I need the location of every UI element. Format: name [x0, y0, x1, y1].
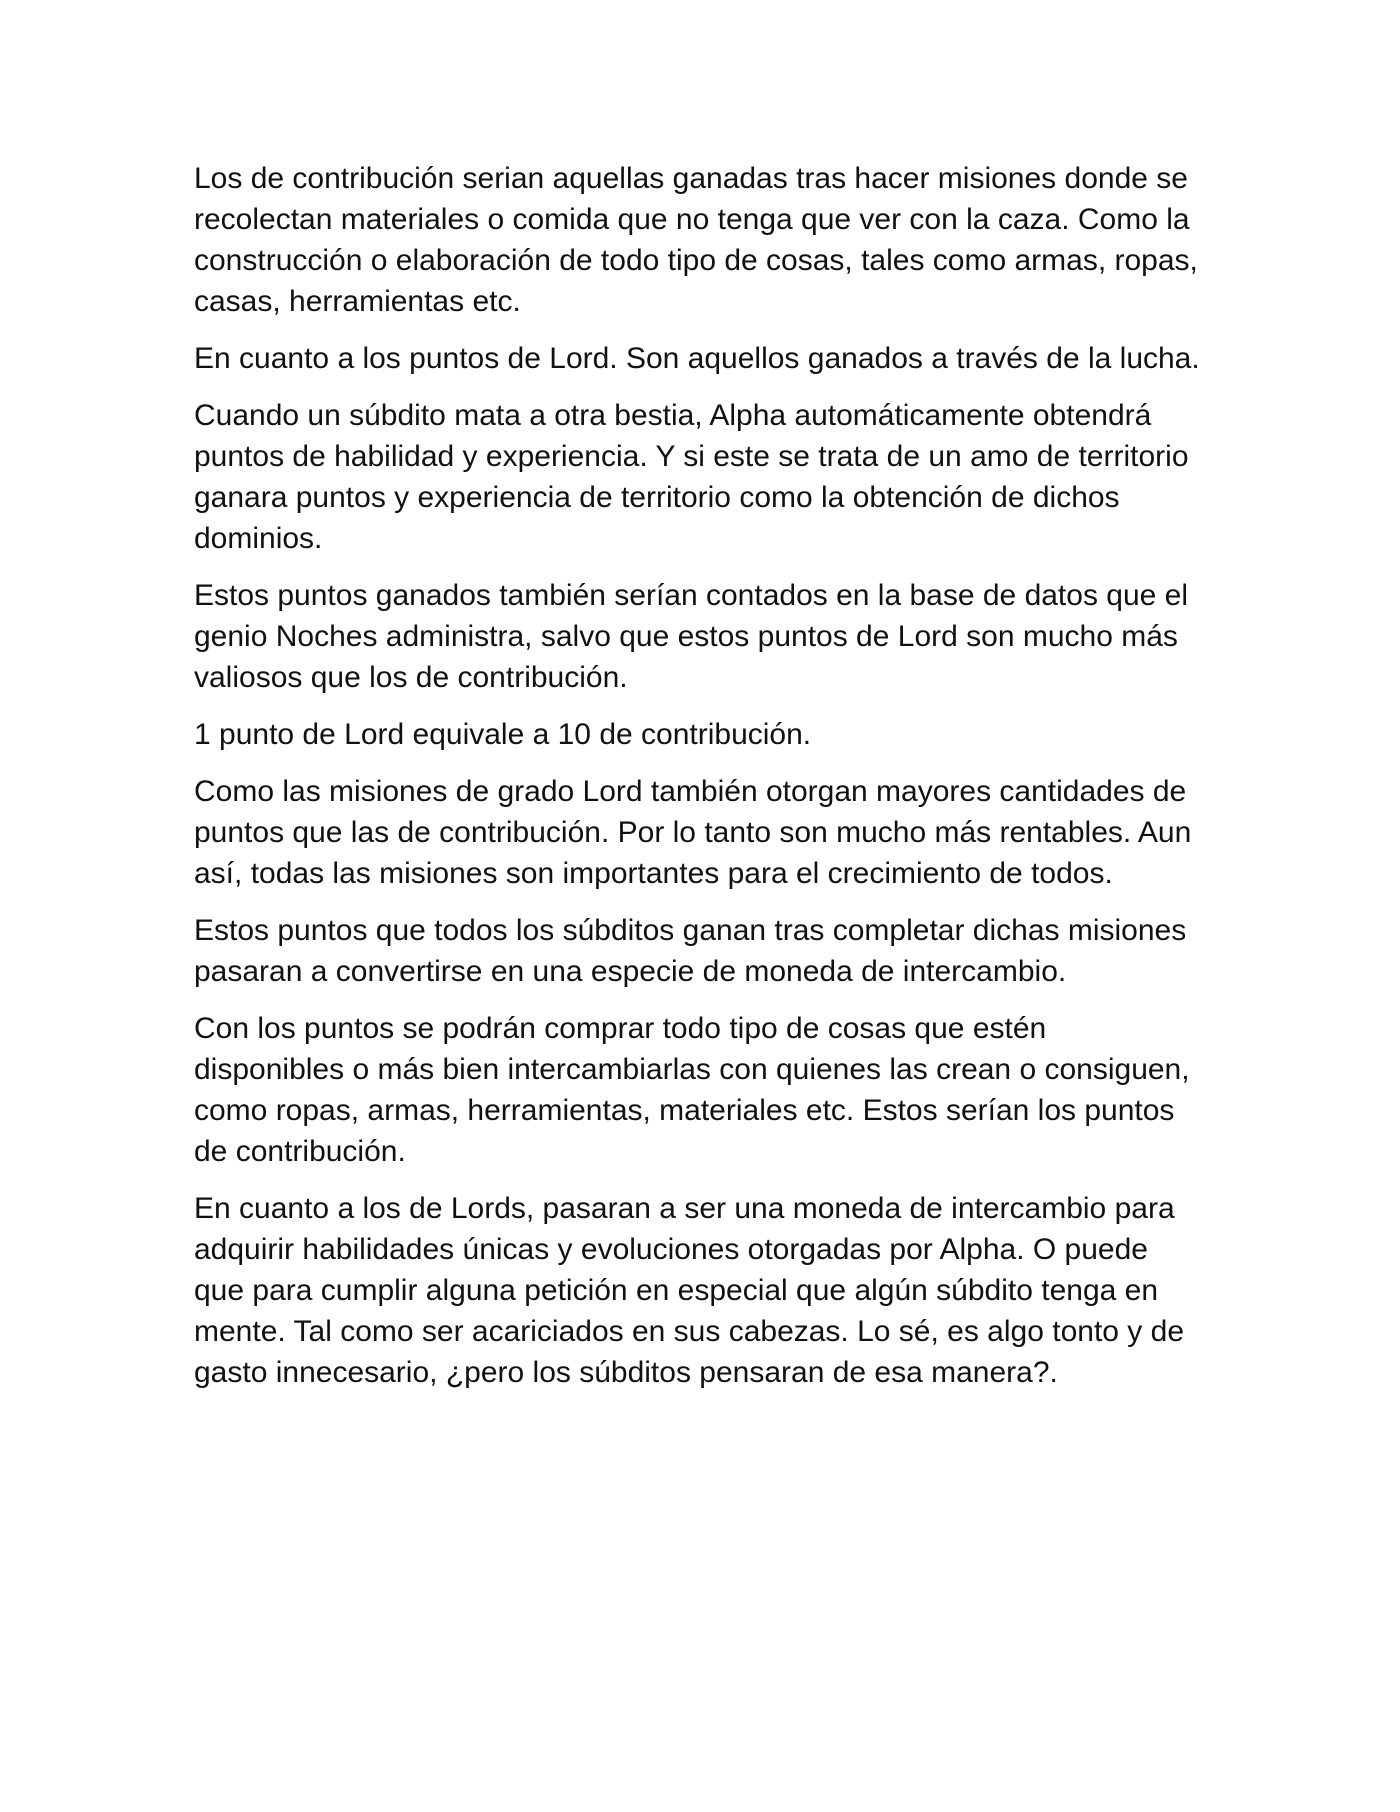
- document-body: [194, 158, 1204, 1409]
- paragraph: Con los puntos se podrán comprar todo tipo de cosas que estén disponibles o más bien intercambiarlas con quienes las crean o consiguen, como ropas, armas, herramientas, materiales etc. Estos serían los puntos de contribución.: [194, 1012, 1190, 1168]
- paragraph: Estos puntos que todos los súbditos ganan tras completar dichas misiones pasaran a convertirse en una especie de moneda de intercambio.: [194, 914, 1187, 988]
- paragraph: Estos puntos ganados también serían contados en la base de datos que el genio Noches administra, salvo que estos puntos de Lord son mucho más valiosos que los de contribución.: [194, 579, 1189, 694]
- paragraph: Los de contribución serian aquellas ganadas tras hacer misiones donde se recolectan materiales o comida que no tenga que ver con la caza. Como la construcción o elaboración de todo tipo de cosas, tales como armas, ropas, casas, herramientas etc.: [194, 162, 1198, 318]
- paragraph: En cuanto a los puntos de Lord. Son aquellos ganados a través de la lucha.: [194, 342, 1200, 375]
- paragraph: Cuando un súbdito mata a otra bestia, Alpha automáticamente obtendrá puntos de habilidad y experiencia. Y si este se trata de un amo de territorio ganara puntos y experiencia de territorio como la obtención de dichos dominios.: [194, 399, 1189, 555]
- paragraph: En cuanto a los de Lords, pasaran a ser una moneda de intercambio para adquirir habilidades únicas y evoluciones otorgadas por Alpha. O puede que para cumplir alguna petición en especial que algún súbdito tenga en mente. Tal como ser acariciados en sus cabezas. Lo sé, es algo tonto y de gasto innecesario, ¿pero los súbditos pensaran de esa manera?.: [194, 1192, 1184, 1389]
- paragraph: Como las misiones de grado Lord también otorgan mayores cantidades de puntos que las de contribución. Por lo tanto son mucho más rentables. Aun así, todas las misiones son importantes para el crecimiento de todos.: [194, 775, 1192, 890]
- paragraph: 1 punto de Lord equivale a 10 de contribución.: [194, 718, 812, 751]
